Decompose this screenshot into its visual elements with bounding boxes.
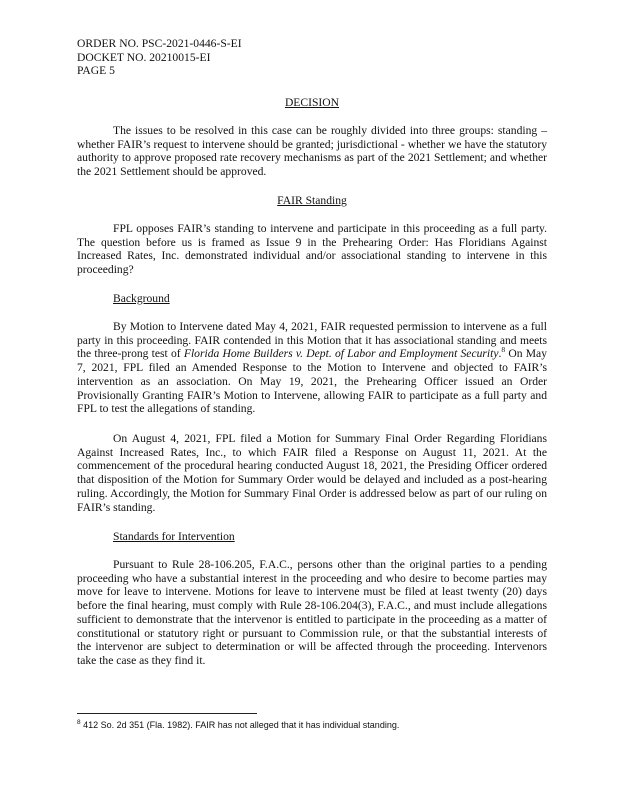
decision-section: [77, 124, 547, 179]
background-text-a: By Motion to Intervene dated May 4, 2021, FAIR requested permission to intervene as a full party in this proceeding. FAIR contended in this Motion that it has associational standing and meets the three-prong test of: [77, 320, 547, 361]
fair-standing-heading: FAIR Standing: [277, 194, 347, 207]
standards-heading: Standards for Intervention: [113, 530, 235, 543]
footnote-reference[interactable]: 8: [501, 345, 506, 355]
background-section-2: [77, 432, 547, 514]
footnote-text: 412 So. 2d 351 (Fla. 1982). FAIR has not alleged that it has individual standing.: [80, 720, 400, 730]
standards-paragraph: Pursuant to Rule 28-106.205, F.A.C., persons other than the original parties to a pending proceeding who have a substantial interest in the proceeding and who desire to become parties may move for leave to intervene. Motions for leave to intervene must be filed at least twenty (20) days before the final hearing, must comply with Rule 28-106.204(3), F.A.C., and must include allegations sufficient to demonstrate that the intervenor is entitled to participate in the proceeding as a matter of constitutional or statutory right or pursuant to Commission rule, or that the substantial interests of the intervenor are subject to determination or will be affected through the proceeding. Intervenors take the case as they find it.: [77, 558, 547, 667]
page-header: [77, 37, 242, 78]
background-paragraph-1: [77, 320, 547, 416]
decision-paragraph: The issues to be resolved in this case can be roughly divided into three groups: standing – whether FAIR’s request to intervene should be granted; jurisdictional - whether we have the statutory authority to approve proposed rate recovery mechanisms as part of the 2021 Settlement; and whether the 2021 Settlement should be approved.: [77, 124, 547, 179]
footnote: [77, 720, 399, 731]
background-paragraph-2: On August 4, 2021, FPL filed a Motion for Summary Final Order Regarding Floridians Against Increased Rates, Inc., to which FAIR filed a Response on August 11, 2021. At the commencement of the procedural hearing conducted August 18, 2021, the Presiding Officer ordered that disposition of the Motion for Summary Order would be delayed and included as a post-hearing ruling. Accordingly, the Motion for Summary Final Order is addressed below as part of our ruling on FAIR’s standing.: [77, 432, 547, 514]
standards-section: [77, 558, 547, 668]
fair-standing-paragraph: FPL opposes FAIR’s standing to intervene and participate in this proceeding as a full party. The question before us is framed as Issue 9 in the Prehearing Order: Has Floridians Against Increased Rates, Inc. demonstrated individual and/or associational standing to intervene in this proceeding?: [77, 222, 547, 277]
background-heading: Background: [113, 292, 170, 305]
citation-period: .: [498, 347, 502, 361]
order-number: ORDER NO. PSC-2021-0446-S-EI: [77, 37, 242, 50]
case-citation: Florida Home Builders v. Dept. of Labor and Employment Security: [183, 347, 499, 361]
background-text-b: On May 7, 2021, FPL filed an Amended Response to the Motion to Intervene and objected to FAIR’s intervention as an association. On May 19, 2021, the Prehearing Officer issued an Order Provisionally Granting FAIR’s Motion to Intervene, allowing FAIR to participate as a full party and FPL to test the allegations of standing.: [77, 347, 547, 416]
docket-number: DOCKET NO. 20210015-EI: [77, 50, 211, 64]
decision-heading: DECISION: [284, 96, 340, 109]
page-number: PAGE 5: [77, 64, 115, 78]
fair-standing-section: [77, 222, 547, 277]
background-section: [77, 320, 547, 416]
footnote-number: 8: [77, 719, 81, 726]
footnote-divider: [77, 713, 257, 714]
